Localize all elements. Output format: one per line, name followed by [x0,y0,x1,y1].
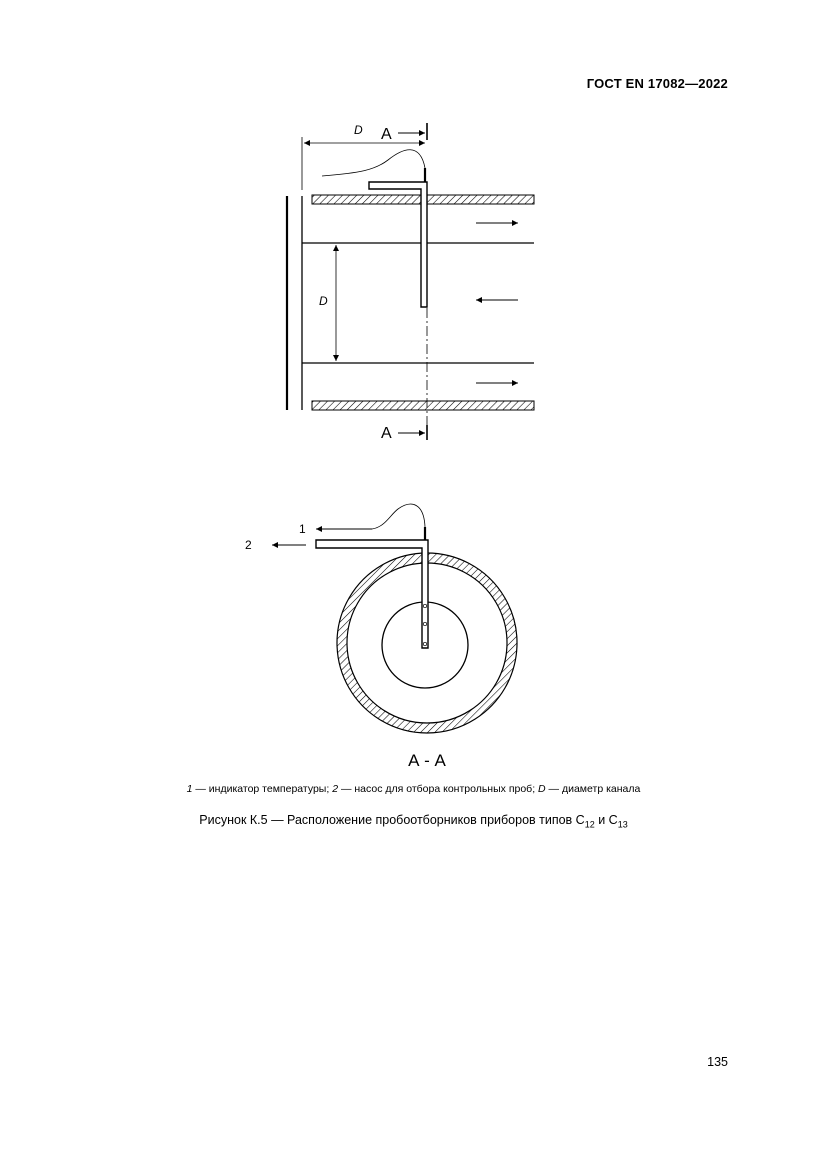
page-number: 135 [707,1055,728,1069]
legend-key-1: 1 [186,783,193,795]
caption-sub-2: 13 [617,819,628,830]
thermocouple-wire [322,150,425,176]
callout-1-label: 1 [299,522,306,536]
dimension-label-vertical: D [319,294,328,308]
longitudinal-section-view [287,123,534,442]
caption-mid: и С [594,813,618,827]
legend-key-2: 2 [332,783,339,795]
callout-2-label: 2 [245,538,252,552]
caption-text: Рисунок К.5 — Расположение пробоотборников приборов типов С [199,813,585,827]
legend-key-d: D [538,783,546,795]
legend-text-1: — индикатор температуры; [192,783,333,795]
legend-text-2: — насос для отбора контрольных проб; [338,783,539,795]
section-marker-bottom: А [381,425,392,442]
dimension-label-top: D [354,123,363,137]
figure-caption [0,813,827,830]
sample-hole-2 [423,622,426,625]
thermocouple-wire-section [372,504,425,529]
caption-sub-1: 12 [584,819,595,830]
sample-hole-3 [423,642,426,645]
document-header: ГОСТ EN 17082—2022 [586,76,728,91]
cross-section-view [245,504,517,770]
figure-legend [0,783,827,795]
section-view-label: А - А [408,751,446,770]
legend-text-3: — диаметр канала [545,783,641,795]
section-marker-top: А [381,126,392,143]
outer-wall-bottom-hatched [312,401,534,410]
sample-hole-1 [423,604,426,607]
